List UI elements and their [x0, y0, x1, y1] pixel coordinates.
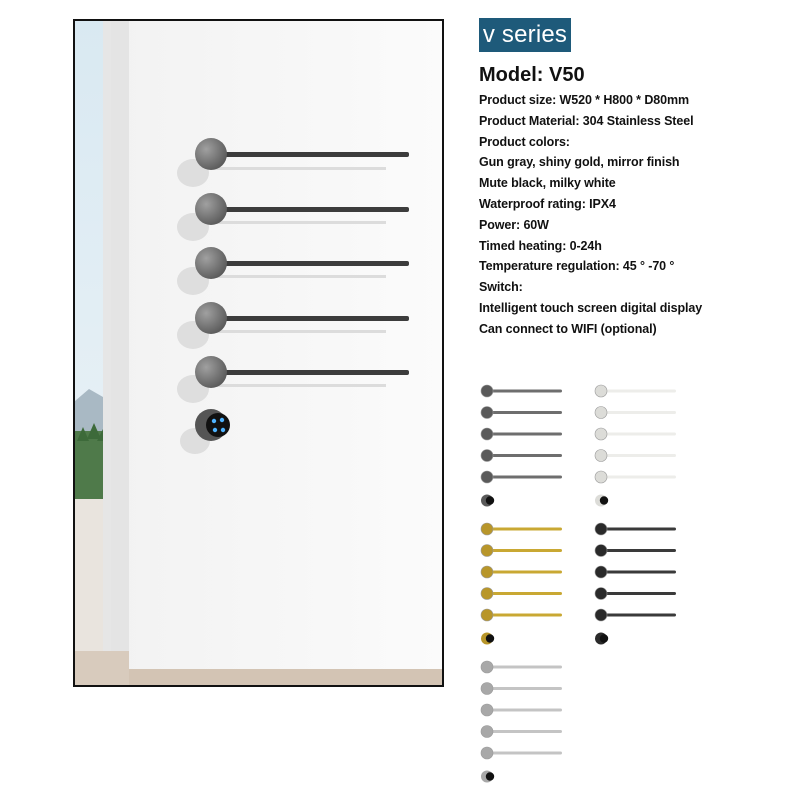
spec-switch-display: Intelligent touch screen digital display [479, 300, 703, 315]
spec-waterproof: Waterproof rating: IPX4 [479, 196, 616, 211]
swatch-knob [481, 683, 493, 695]
swatch-knob [595, 450, 607, 462]
swatch-bar [487, 390, 562, 393]
swatch-knob [595, 523, 607, 535]
swatch-controller-screen [600, 496, 608, 504]
swatch-knob [595, 428, 607, 440]
swatch-knob [595, 545, 607, 557]
swatch-bar [601, 528, 676, 531]
spec-size: Product size: W520 * H800 * D80mm [479, 93, 689, 107]
swatch-bar [487, 614, 562, 617]
swatch-controller-screen [486, 496, 494, 504]
swatch-bar [601, 433, 676, 436]
swatch-knob [481, 588, 493, 600]
product-photo [73, 19, 444, 687]
spec-list [479, 90, 702, 340]
swatch-bar [487, 752, 562, 755]
swatch-bar [487, 433, 562, 436]
swatch-bar [487, 476, 562, 479]
spec-colors-1: Gun gray, shiny gold, mirror finish [479, 155, 680, 170]
swatch-milky-white [592, 382, 682, 515]
spec-colors-2: Mute black, milky white [479, 176, 616, 191]
swatch-knob [481, 747, 493, 759]
swatch-bar [487, 528, 562, 531]
swatch-gun-gray [478, 382, 568, 515]
swatch-knob [595, 609, 607, 621]
swatch-knob [595, 588, 607, 600]
swatch-bar [487, 571, 562, 574]
swatch-knob [481, 726, 493, 738]
swatch-bar [487, 687, 562, 690]
spec-material: Product Material: 304 Stainless Steel [479, 113, 694, 128]
swatch-bar [601, 549, 676, 552]
swatch-bar [601, 390, 676, 393]
swatch-bar [601, 614, 676, 617]
series-badge: v series [479, 18, 571, 52]
swatch-knob [595, 385, 607, 397]
swatch-controller-screen [486, 634, 494, 642]
swatch-controller-screen [486, 772, 494, 780]
swatch-knob [481, 407, 493, 419]
swatch-bar [487, 730, 562, 733]
swatch-knob [481, 471, 493, 483]
swatch-shiny-gold-drawing [478, 520, 568, 648]
swatch-bar [601, 476, 676, 479]
swatch-knob [481, 566, 493, 578]
swatch-bar [601, 592, 676, 595]
swatch-knob [595, 407, 607, 419]
swatch-knob [481, 428, 493, 440]
towel-rack-illustration [75, 21, 442, 685]
swatch-knob [481, 385, 493, 397]
spec-switch-heading: Switch: [479, 280, 523, 295]
swatch-knob [595, 471, 607, 483]
swatch-controller-screen [600, 634, 608, 642]
spec-temperature: Temperature regulation: 45 ° -70 ° [479, 259, 675, 274]
model-title: Model: V50 [479, 64, 585, 86]
swatch-knob [481, 545, 493, 557]
swatch-knob [481, 450, 493, 462]
swatch-shiny-gold [478, 520, 568, 653]
swatch-knob [481, 704, 493, 716]
swatch-bar [601, 571, 676, 574]
spec-power: Power: 60W [479, 217, 549, 232]
swatch-milky-white-drawing [592, 382, 682, 510]
swatch-mute-black [592, 520, 682, 653]
swatch-mirror-finish [478, 658, 568, 791]
swatch-mirror-finish-drawing [478, 658, 568, 786]
swatch-bar [487, 709, 562, 712]
swatch-bar [487, 454, 562, 457]
swatch-bar [601, 411, 676, 414]
swatch-bar [487, 411, 562, 414]
swatch-gun-gray-drawing [478, 382, 568, 510]
spec-colors-heading: Product colors: [479, 134, 570, 149]
swatch-bar [601, 454, 676, 457]
swatch-knob [481, 661, 493, 673]
swatch-mute-black-drawing [592, 520, 682, 648]
swatch-bar [487, 592, 562, 595]
spec-timer: Timed heating: 0-24h [479, 238, 602, 253]
spec-wifi: Can connect to WIFI (optional) [479, 321, 657, 336]
swatch-knob [481, 609, 493, 621]
swatch-bar [487, 666, 562, 669]
swatch-bar [487, 549, 562, 552]
swatch-knob [481, 523, 493, 535]
swatch-knob [595, 566, 607, 578]
